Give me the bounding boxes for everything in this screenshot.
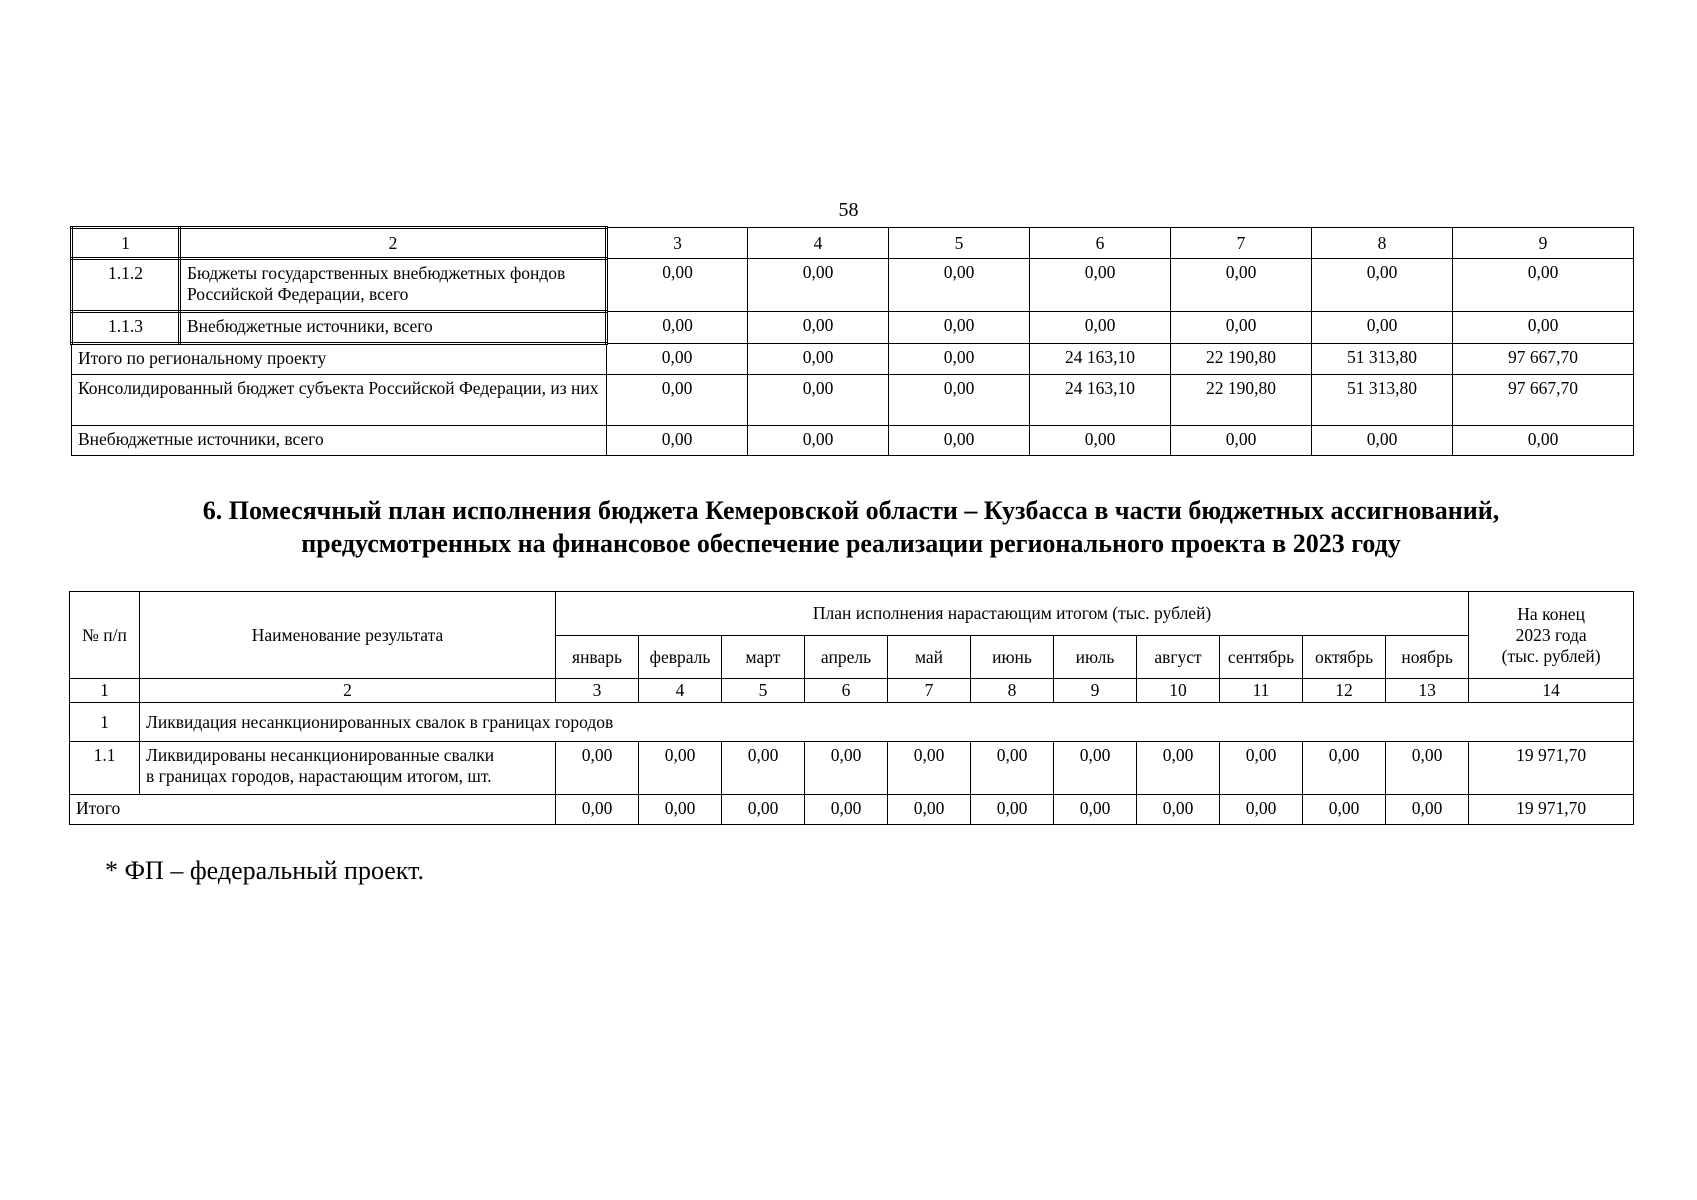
col-number-cell: 8 bbox=[971, 679, 1054, 703]
value-cell: 0,00 bbox=[1453, 312, 1634, 344]
col-end-header-line-3: (тыс. рублей) bbox=[1501, 645, 1601, 666]
value-cell: 0,00 bbox=[607, 312, 748, 344]
total-value-cell: 0,00 bbox=[556, 795, 639, 825]
month-value-cell: 0,00 bbox=[888, 742, 971, 795]
value-cell: 0,00 bbox=[607, 344, 748, 375]
end-value-cell: 19 971,70 bbox=[1469, 742, 1634, 795]
col-number-cell: 3 bbox=[556, 679, 639, 703]
row-name: Внебюджетные источники, всего bbox=[72, 426, 607, 456]
header-cell: 5 bbox=[889, 228, 1030, 259]
header-cell: 7 bbox=[1171, 228, 1312, 259]
item-row-name-line-2: в границах городов, нарастающим итогом, шт. bbox=[146, 766, 492, 786]
col-number-cell: 6 bbox=[805, 679, 888, 703]
value-cell: 0,00 bbox=[1171, 312, 1312, 344]
month-header: август bbox=[1137, 636, 1220, 679]
month-value-cell: 0,00 bbox=[639, 742, 722, 795]
table-row bbox=[72, 344, 1634, 375]
value-cell: 0,00 bbox=[1312, 259, 1453, 312]
col-number-cell: 9 bbox=[1054, 679, 1137, 703]
header-cell: 6 bbox=[1030, 228, 1171, 259]
section-row-name: Ликвидация несанкционированных свалок в границах городов bbox=[140, 703, 1634, 742]
page-number: 58 bbox=[838, 199, 859, 221]
month-value-cell: 0,00 bbox=[1386, 742, 1469, 795]
col-num-header: № п/п bbox=[70, 592, 140, 679]
item-row-num: 1.1 bbox=[70, 742, 140, 795]
row-num: 1.1.3 bbox=[72, 312, 180, 344]
item-row-name-line-1: Ликвидированы несанкционированные свалки bbox=[146, 745, 495, 765]
col-number-cell: 14 bbox=[1469, 679, 1634, 703]
month-header: октябрь bbox=[1303, 636, 1386, 679]
value-cell: 22 190,80 bbox=[1171, 344, 1312, 375]
value-cell: 0,00 bbox=[1030, 312, 1171, 344]
value-cell: 0,00 bbox=[889, 259, 1030, 312]
col-end-header-line-1: На конец bbox=[1517, 603, 1585, 624]
section-row-num: 1 bbox=[70, 703, 140, 742]
section-heading bbox=[70, 494, 1632, 560]
row-num: 1.1.2 bbox=[72, 259, 180, 312]
col-number-cell: 10 bbox=[1137, 679, 1220, 703]
total-value-cell: 0,00 bbox=[1303, 795, 1386, 825]
month-value-cell: 0,00 bbox=[1137, 742, 1220, 795]
table-header-row bbox=[72, 228, 1634, 259]
month-header: февраль bbox=[639, 636, 722, 679]
value-cell: 0,00 bbox=[1030, 259, 1171, 312]
value-cell: 0,00 bbox=[889, 375, 1030, 426]
total-value-cell: 0,00 bbox=[888, 795, 971, 825]
col-number-cell: 7 bbox=[888, 679, 971, 703]
col-number-cell: 11 bbox=[1220, 679, 1303, 703]
col-number-cell: 13 bbox=[1386, 679, 1469, 703]
total-value-cell: 0,00 bbox=[639, 795, 722, 825]
col-end-header bbox=[1469, 592, 1634, 679]
header-cell: 9 bbox=[1453, 228, 1634, 259]
value-cell: 24 163,10 bbox=[1030, 344, 1171, 375]
item-row-name bbox=[140, 742, 556, 795]
budget-table bbox=[70, 226, 1634, 456]
col-number-cell: 12 bbox=[1303, 679, 1386, 703]
month-value-cell: 0,00 bbox=[556, 742, 639, 795]
monthly-plan-table bbox=[69, 591, 1634, 825]
value-cell: 0,00 bbox=[748, 426, 889, 456]
col-number-cell: 4 bbox=[639, 679, 722, 703]
value-cell: 0,00 bbox=[1453, 426, 1634, 456]
total-value-cell: 0,00 bbox=[1137, 795, 1220, 825]
month-value-cell: 0,00 bbox=[1220, 742, 1303, 795]
total-value-cell: 0,00 bbox=[971, 795, 1054, 825]
row-name: Внебюджетные источники, всего bbox=[180, 312, 607, 344]
row-name: Консолидированный бюджет субъекта Российской Федерации, из них bbox=[72, 375, 607, 426]
value-cell: 0,00 bbox=[889, 312, 1030, 344]
month-value-cell: 0,00 bbox=[805, 742, 888, 795]
total-row-name: Итого bbox=[70, 795, 556, 825]
total-value-cell: 0,00 bbox=[1054, 795, 1137, 825]
header-cell: 2 bbox=[180, 228, 607, 259]
col-number-cell: 2 bbox=[140, 679, 556, 703]
row-name: Итого по региональному проекту bbox=[72, 344, 607, 375]
header-cell: 3 bbox=[607, 228, 748, 259]
total-value-cell: 0,00 bbox=[722, 795, 805, 825]
value-cell: 0,00 bbox=[1453, 259, 1634, 312]
header-cell: 8 bbox=[1312, 228, 1453, 259]
month-value-cell: 0,00 bbox=[971, 742, 1054, 795]
total-value-cell: 0,00 bbox=[1220, 795, 1303, 825]
value-cell: 0,00 bbox=[748, 259, 889, 312]
total-end-cell: 19 971,70 bbox=[1469, 795, 1634, 825]
value-cell: 24 163,10 bbox=[1030, 375, 1171, 426]
value-cell: 51 313,80 bbox=[1312, 344, 1453, 375]
table-row bbox=[72, 259, 1634, 312]
section-heading-line-1: 6. Помесячный план исполнения бюджета Кемеровской области – Кузбасса в части бюджетных ассигнований, bbox=[202, 496, 1500, 525]
col-name-header: Наименование результата bbox=[140, 592, 556, 679]
month-value-cell: 0,00 bbox=[1054, 742, 1137, 795]
table-row bbox=[72, 426, 1634, 456]
col-end-header-line-2: 2023 года bbox=[1515, 624, 1587, 645]
col-number-cell: 1 bbox=[70, 679, 140, 703]
month-header: сентябрь bbox=[1220, 636, 1303, 679]
footnote: * ФП – федеральный проект. bbox=[105, 856, 424, 885]
value-cell: 0,00 bbox=[889, 344, 1030, 375]
value-cell: 97 667,70 bbox=[1453, 375, 1634, 426]
value-cell: 0,00 bbox=[1312, 426, 1453, 456]
value-cell: 51 313,80 bbox=[1312, 375, 1453, 426]
value-cell: 0,00 bbox=[1171, 259, 1312, 312]
value-cell: 97 667,70 bbox=[1453, 344, 1634, 375]
value-cell: 22 190,80 bbox=[1171, 375, 1312, 426]
table-row bbox=[72, 375, 1634, 426]
header-cell: 4 bbox=[748, 228, 889, 259]
header-cell: 1 bbox=[72, 228, 180, 259]
month-header: июнь bbox=[971, 636, 1054, 679]
total-value-cell: 0,00 bbox=[1386, 795, 1469, 825]
value-cell: 0,00 bbox=[748, 344, 889, 375]
month-header: апрель bbox=[805, 636, 888, 679]
section-heading-line-2: предусмотренных на финансовое обеспечение реализации регионального проекта в 2023 году bbox=[301, 529, 1401, 558]
col-plan-header: План исполнения нарастающим итогом (тыс. рублей) bbox=[556, 592, 1469, 636]
month-value-cell: 0,00 bbox=[1303, 742, 1386, 795]
month-header: июль bbox=[1054, 636, 1137, 679]
month-header: январь bbox=[556, 636, 639, 679]
value-cell: 0,00 bbox=[607, 259, 748, 312]
col-number-cell: 5 bbox=[722, 679, 805, 703]
value-cell: 0,00 bbox=[889, 426, 1030, 456]
month-value-cell: 0,00 bbox=[722, 742, 805, 795]
value-cell: 0,00 bbox=[1312, 312, 1453, 344]
table-row bbox=[72, 312, 1634, 344]
value-cell: 0,00 bbox=[607, 375, 748, 426]
value-cell: 0,00 bbox=[607, 426, 748, 456]
value-cell: 0,00 bbox=[748, 312, 889, 344]
total-value-cell: 0,00 bbox=[805, 795, 888, 825]
value-cell: 0,00 bbox=[1030, 426, 1171, 456]
value-cell: 0,00 bbox=[748, 375, 889, 426]
value-cell: 0,00 bbox=[1171, 426, 1312, 456]
month-header: май bbox=[888, 636, 971, 679]
row-name: Бюджеты государственных внебюджетных фондов Российской Федерации, всего bbox=[180, 259, 607, 312]
month-header: март bbox=[722, 636, 805, 679]
month-header: ноябрь bbox=[1386, 636, 1469, 679]
